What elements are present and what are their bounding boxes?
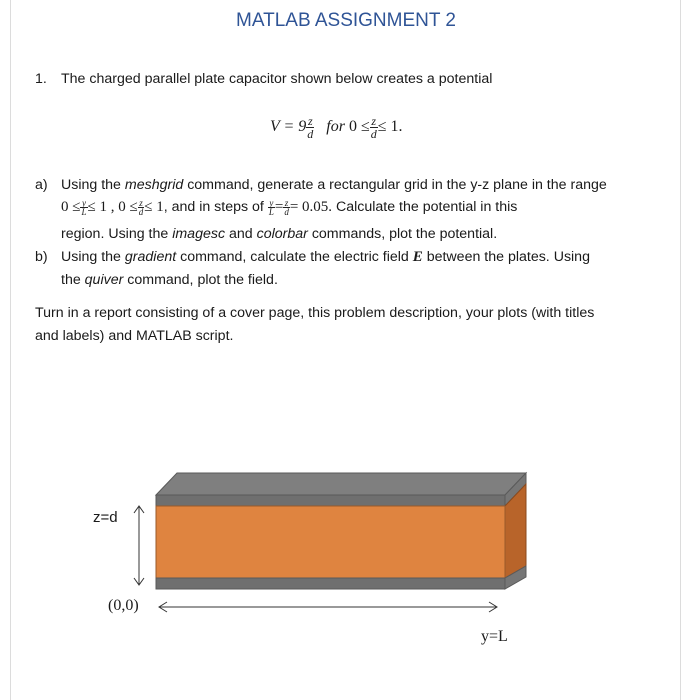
colorbar-command: colorbar (256, 226, 308, 242)
label-y-equals-L: y=L (481, 628, 508, 645)
bottom-plate-front-face (156, 578, 505, 589)
label-z-equals-d: z=d (93, 509, 118, 526)
top-plate-top-face (156, 473, 526, 495)
top-plate-front-face (156, 495, 505, 506)
problem-number: 1. (35, 71, 47, 87)
equation-range-start: 0 ≤ (348, 118, 370, 136)
problem-intro: The charged parallel plate capacitor shown below creates a potential (61, 71, 493, 87)
report-line-1: Turn in a report consisting of a cover page, this problem description, your plots (with titles (35, 305, 595, 321)
part-b-letter: b) (35, 249, 48, 265)
part-a-letter: a) (35, 177, 48, 193)
part-b-line1: Using the gradient command, calculate the electric field E between the plates. Using (61, 249, 590, 265)
part-a-line1: Using the meshgrid command, generate a rectangular grid in the y-z plane in the range (61, 177, 607, 193)
gradient-command: gradient (124, 249, 177, 265)
part-b-line2: the quiver command, plot the field. (61, 272, 278, 288)
equation-for: for (326, 118, 345, 136)
page-title: MATLAB ASSIGNMENT 2 (236, 10, 456, 31)
quiver-command: quiver (84, 272, 124, 288)
label-origin: (0,0) (108, 597, 139, 614)
equation-lhs: V = 9 (270, 118, 307, 136)
imagesc-command: imagesc (172, 226, 226, 242)
equation-range-end: ≤ 1. (377, 118, 403, 136)
equation-range-fraction: $\frac{z}{d}$ (370, 114, 377, 141)
field-symbol: E (412, 249, 423, 265)
meshgrid-command: meshgrid (124, 177, 184, 193)
part-a-line2: 0 ≤ $\frac{y}{L}$ ≤ 1 , 0 ≤ $\frac{z}{d}$ ≤ 1, and in steps of $\frac{y}{L}$ = $\frac{z}{d}$ = 0.05. Calculate the potential in this (61, 197, 518, 217)
equation-fraction: $\frac{z}{d}$ (307, 114, 314, 141)
part-a-line3: region. Using the imagesc and colorbar commands, plot the potential. (61, 226, 498, 242)
dielectric-front-face (156, 506, 505, 578)
report-line-2: and labels) and MATLAB script. (35, 328, 234, 344)
